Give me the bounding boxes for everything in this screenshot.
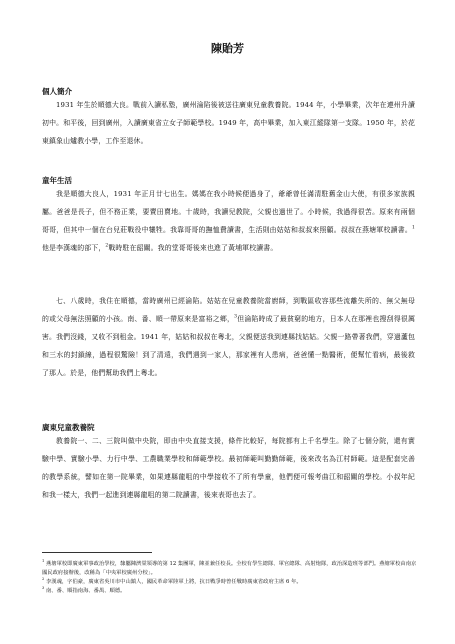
footnote-ref: 2 <box>105 243 109 249</box>
paragraph-profile <box>42 96 415 150</box>
section-heading-childhood: 童年生活 <box>42 176 72 185</box>
paragraph-text: 1931 年生於順德大良。戰前入讀私塾，廣州淪陷後被送往廣東兒童教養院。1944 年，小學畢業，次年在連州升讀初中。和平後，回到廣州，入讀廣東省立女子師範學校。1949 年，高中畢業，加入東江縱隊第一支隊。1950 年，於花東鎮象山爐教小學，工作至退休。 <box>42 101 415 145</box>
paragraph-text: 他是李漢魂的部下， <box>42 244 106 252</box>
paragraph-text: 我是順德大良人，1931 年正月廿七出生。媽媽在我小時候便過身了，爺爺曾任滿清駐舊金山大使，有很多家族親屬。爸爸是長子，但不務正業，要賣田賣地。十歲時，我讀兒教院，父親也過世了。小時候，我過得很苦。原來有兩個哥哥，但其中一個在台兒莊戰役中犧牲。我靠哥哥的撫恤費讀書，生活則由姑姑和叔叔來照顧。叔叔在燕塘軍校讀書。 <box>42 190 415 234</box>
section-heading-institute: 廣東兒童教養院 <box>42 423 95 432</box>
section-heading-profile: 個人簡介 <box>42 87 72 96</box>
footnote-2: $^2$ 李漢魂，字伯豪，廣東省吳川市中山鎮人，國民革命軍陸軍上將，抗日戰爭時曾任戰時廣東省政府主席 6 年。 <box>42 577 302 585</box>
footnote-ref: 1 <box>411 225 415 231</box>
paragraph-childhood-2 <box>42 292 415 382</box>
paragraph-text: 教養院一、二、三院叫做中央院，即由中央直接支援，條件比較好，每院都有上千名學生。除了七個分院，還有實驗中學、實驗小學、力行中學、工農職業學校和師範學校。最初師範叫勤勤師範，後來改名為江村師範。這是配套完善的教學系統，譬如在第一院畢業，如果連縣龍咀的中學接收不了所有學童，他們便可報考曲江和韶關的學校。小叔年紀和我一樣大，我們一起進到連縣龍咀的第二院讀書，後來表哥也去了。 <box>42 437 415 499</box>
footnotes <box>42 560 417 596</box>
footnote-ref: 3 <box>234 314 238 320</box>
paragraph-institute <box>42 432 415 504</box>
footnote-3: $^3$ 南、番、順指南海、番禺、順德。 <box>42 586 126 594</box>
paragraph-childhood-1 <box>42 185 415 257</box>
paragraph-text: 但淪陷時成了最貧窮的地方，日本人在那裡也搜刮得很厲害。我們沒錢，又收不到租金。1941 年，姑姑和叔叔在粵北，父親便送我到連縣找姑姑。父親一路帶著我們，穿過蘆包和三水的封鎖線，過程很驚險！到了清遠，我們遇到一家人，那家裡有人患病，爸爸懂一點醫術，便幫忙看病，最後救了那人。於是，他們幫助我們上粵北。 <box>42 315 415 377</box>
page-title: 陳貽芳 <box>211 42 244 55</box>
paragraph-text: 戰時駐在韶關。我的堂哥哥後來也進了黃埔軍校讀書。 <box>108 244 278 252</box>
paragraph-text: 七、八歲時，我住在順德，當時廣州已經淪陷。姑姑在兒童教養院當廚師，到戰區收容那些流離失所的、無父無母的或父母無法照顧的小孩。南、番、順一帶原來是富裕之鄉， <box>42 297 415 323</box>
footnote-divider <box>42 552 152 553</box>
footnote-1: $^1$ 燕塘軍校即廣東軍事政治學校，隸屬陳濟棠領導的第 12 集團軍，陳並兼任校長。全校有學生總隊、軍官總隊、高射炮隊，政治深造班等部門。燕塘軍校由南京國民政府接辦後，改稱為「中央軍校廣州分校」。 <box>42 559 417 576</box>
